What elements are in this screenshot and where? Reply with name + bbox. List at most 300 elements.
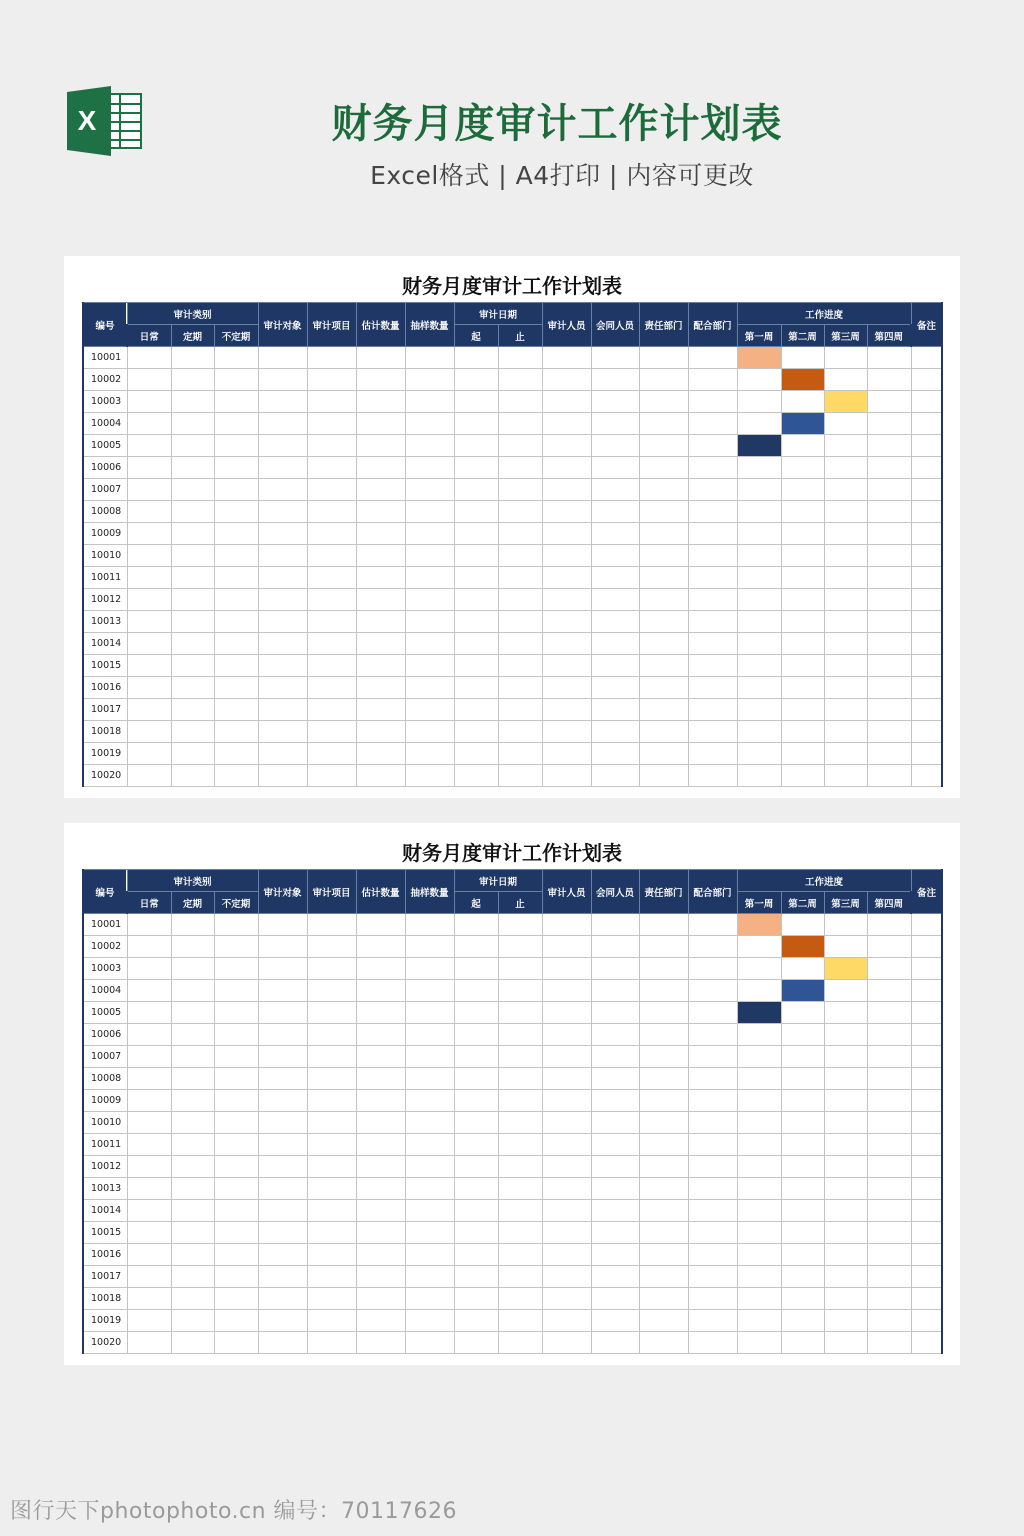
table-cell[interactable] (542, 1178, 591, 1200)
table-cell[interactable] (737, 1068, 781, 1090)
table-cell[interactable] (781, 1310, 824, 1332)
table-cell[interactable] (867, 1112, 911, 1134)
table-cell[interactable] (258, 479, 307, 501)
table-cell[interactable] (214, 1134, 258, 1156)
table-cell[interactable] (737, 1244, 781, 1266)
table-cell[interactable] (356, 1178, 405, 1200)
progress-bar-cell[interactable] (737, 914, 781, 936)
table-cell[interactable] (356, 589, 405, 611)
table-cell[interactable] (542, 1134, 591, 1156)
table-cell[interactable] (258, 611, 307, 633)
table-cell[interactable] (591, 1200, 639, 1222)
table-cell[interactable] (867, 1332, 911, 1354)
table-cell[interactable] (781, 1200, 824, 1222)
table-cell[interactable] (639, 1222, 688, 1244)
table-cell[interactable] (405, 611, 454, 633)
table-cell[interactable] (356, 633, 405, 655)
table-cell[interactable] (737, 1090, 781, 1112)
row-id-cell[interactable]: 10014 (83, 1200, 127, 1222)
table-cell[interactable] (737, 1310, 781, 1332)
table-cell[interactable] (454, 611, 498, 633)
remark-cell[interactable] (911, 369, 942, 391)
table-cell[interactable] (171, 721, 214, 743)
table-cell[interactable] (127, 1332, 171, 1354)
table-cell[interactable] (498, 1068, 542, 1090)
table-cell[interactable] (171, 435, 214, 457)
row-id-cell[interactable]: 10005 (83, 435, 127, 457)
remark-cell[interactable] (911, 1310, 942, 1332)
table-cell[interactable] (171, 523, 214, 545)
table-cell[interactable] (214, 1200, 258, 1222)
table-cell[interactable] (867, 1200, 911, 1222)
table-cell[interactable] (639, 655, 688, 677)
remark-cell[interactable] (911, 1090, 942, 1112)
table-cell[interactable] (454, 1222, 498, 1244)
table-cell[interactable] (591, 479, 639, 501)
table-cell[interactable] (688, 347, 737, 369)
table-cell[interactable] (127, 1046, 171, 1068)
table-cell[interactable] (307, 1090, 356, 1112)
table-cell[interactable] (781, 1178, 824, 1200)
table-cell[interactable] (405, 677, 454, 699)
table-cell[interactable] (591, 699, 639, 721)
table-cell[interactable] (214, 1244, 258, 1266)
table-cell[interactable] (405, 391, 454, 413)
progress-bar-cell[interactable] (781, 936, 824, 958)
table-cell[interactable] (824, 1310, 867, 1332)
row-id-cell[interactable]: 10019 (83, 1310, 127, 1332)
table-cell[interactable] (171, 479, 214, 501)
table-cell[interactable] (171, 1024, 214, 1046)
table-cell[interactable] (405, 1332, 454, 1354)
table-cell[interactable] (498, 1200, 542, 1222)
table-cell[interactable] (171, 1266, 214, 1288)
table-cell[interactable] (307, 980, 356, 1002)
table-cell[interactable] (737, 936, 781, 958)
table-cell[interactable] (454, 958, 498, 980)
table-cell[interactable] (542, 699, 591, 721)
table-cell[interactable] (737, 1046, 781, 1068)
table-cell[interactable] (639, 1178, 688, 1200)
table-cell[interactable] (688, 1244, 737, 1266)
table-cell[interactable] (639, 1244, 688, 1266)
table-cell[interactable] (639, 479, 688, 501)
table-cell[interactable] (214, 1024, 258, 1046)
table-cell[interactable] (639, 413, 688, 435)
table-cell[interactable] (688, 589, 737, 611)
table-cell[interactable] (258, 1156, 307, 1178)
table-cell[interactable] (454, 1024, 498, 1046)
remark-cell[interactable] (911, 655, 942, 677)
progress-bar-cell[interactable] (781, 369, 824, 391)
remark-cell[interactable] (911, 1068, 942, 1090)
table-cell[interactable] (171, 980, 214, 1002)
table-cell[interactable] (498, 1178, 542, 1200)
table-cell[interactable] (127, 391, 171, 413)
table-cell[interactable] (171, 633, 214, 655)
table-cell[interactable] (867, 633, 911, 655)
table-cell[interactable] (307, 1156, 356, 1178)
table-cell[interactable] (542, 1046, 591, 1068)
table-cell[interactable] (781, 699, 824, 721)
table-cell[interactable] (356, 413, 405, 435)
table-cell[interactable] (737, 655, 781, 677)
table-cell[interactable] (591, 391, 639, 413)
table-cell[interactable] (781, 501, 824, 523)
table-cell[interactable] (737, 457, 781, 479)
table-cell[interactable] (688, 1112, 737, 1134)
table-cell[interactable] (258, 1266, 307, 1288)
table-cell[interactable] (498, 391, 542, 413)
table-cell[interactable] (867, 980, 911, 1002)
table-cell[interactable] (171, 1068, 214, 1090)
table-cell[interactable] (171, 413, 214, 435)
row-id-cell[interactable]: 10009 (83, 523, 127, 545)
table-cell[interactable] (781, 523, 824, 545)
table-cell[interactable] (356, 1288, 405, 1310)
remark-cell[interactable] (911, 479, 942, 501)
table-cell[interactable] (454, 1068, 498, 1090)
table-cell[interactable] (781, 1156, 824, 1178)
progress-bar-cell[interactable] (737, 347, 781, 369)
table-cell[interactable] (824, 413, 867, 435)
table-cell[interactable] (639, 1156, 688, 1178)
table-cell[interactable] (258, 501, 307, 523)
table-cell[interactable] (867, 699, 911, 721)
table-cell[interactable] (542, 479, 591, 501)
table-cell[interactable] (258, 1002, 307, 1024)
table-cell[interactable] (356, 1068, 405, 1090)
table-cell[interactable] (214, 545, 258, 567)
table-cell[interactable] (127, 721, 171, 743)
table-cell[interactable] (356, 655, 405, 677)
table-cell[interactable] (356, 1222, 405, 1244)
table-cell[interactable] (867, 765, 911, 787)
table-cell[interactable] (307, 1222, 356, 1244)
table-cell[interactable] (405, 743, 454, 765)
remark-cell[interactable] (911, 611, 942, 633)
table-cell[interactable] (781, 958, 824, 980)
table-cell[interactable] (258, 677, 307, 699)
table-cell[interactable] (214, 457, 258, 479)
table-cell[interactable] (356, 1310, 405, 1332)
table-cell[interactable] (307, 1112, 356, 1134)
table-cell[interactable] (639, 1134, 688, 1156)
row-id-cell[interactable]: 10006 (83, 457, 127, 479)
table-cell[interactable] (737, 765, 781, 787)
row-id-cell[interactable]: 10001 (83, 347, 127, 369)
table-cell[interactable] (307, 1288, 356, 1310)
table-cell[interactable] (498, 1222, 542, 1244)
table-cell[interactable] (171, 1332, 214, 1354)
table-cell[interactable] (737, 1112, 781, 1134)
remark-cell[interactable] (911, 347, 942, 369)
table-cell[interactable] (498, 914, 542, 936)
table-cell[interactable] (307, 501, 356, 523)
table-cell[interactable] (737, 545, 781, 567)
table-cell[interactable] (867, 743, 911, 765)
table-cell[interactable] (542, 1024, 591, 1046)
table-cell[interactable] (591, 1288, 639, 1310)
table-cell[interactable] (591, 545, 639, 567)
table-cell[interactable] (405, 1002, 454, 1024)
table-cell[interactable] (781, 589, 824, 611)
remark-cell[interactable] (911, 1266, 942, 1288)
table-cell[interactable] (214, 1068, 258, 1090)
table-cell[interactable] (454, 523, 498, 545)
row-id-cell[interactable]: 10017 (83, 699, 127, 721)
table-cell[interactable] (737, 1332, 781, 1354)
remark-cell[interactable] (911, 1046, 942, 1068)
progress-bar-cell[interactable] (824, 958, 867, 980)
table-cell[interactable] (214, 479, 258, 501)
table-cell[interactable] (405, 1200, 454, 1222)
table-cell[interactable] (171, 1310, 214, 1332)
table-cell[interactable] (867, 501, 911, 523)
table-cell[interactable] (737, 1178, 781, 1200)
table-cell[interactable] (454, 1244, 498, 1266)
table-cell[interactable] (454, 1134, 498, 1156)
table-cell[interactable] (688, 1266, 737, 1288)
table-cell[interactable] (824, 435, 867, 457)
row-id-cell[interactable]: 10002 (83, 369, 127, 391)
table-cell[interactable] (639, 457, 688, 479)
table-cell[interactable] (214, 765, 258, 787)
table-cell[interactable] (258, 545, 307, 567)
table-cell[interactable] (688, 1134, 737, 1156)
table-cell[interactable] (591, 567, 639, 589)
row-id-cell[interactable]: 10003 (83, 958, 127, 980)
table-cell[interactable] (867, 1134, 911, 1156)
table-cell[interactable] (356, 347, 405, 369)
table-cell[interactable] (688, 936, 737, 958)
table-cell[interactable] (454, 743, 498, 765)
table-cell[interactable] (258, 914, 307, 936)
table-cell[interactable] (258, 1112, 307, 1134)
table-cell[interactable] (824, 1244, 867, 1266)
table-cell[interactable] (688, 677, 737, 699)
table-cell[interactable] (737, 501, 781, 523)
table-cell[interactable] (867, 413, 911, 435)
table-cell[interactable] (356, 1266, 405, 1288)
row-id-cell[interactable]: 10011 (83, 567, 127, 589)
table-cell[interactable] (127, 369, 171, 391)
table-cell[interactable] (258, 1222, 307, 1244)
table-cell[interactable] (405, 501, 454, 523)
table-cell[interactable] (356, 1046, 405, 1068)
table-cell[interactable] (307, 479, 356, 501)
table-cell[interactable] (542, 936, 591, 958)
table-cell[interactable] (639, 914, 688, 936)
table-cell[interactable] (824, 1024, 867, 1046)
table-cell[interactable] (542, 743, 591, 765)
table-cell[interactable] (258, 1090, 307, 1112)
table-cell[interactable] (591, 501, 639, 523)
table-cell[interactable] (258, 435, 307, 457)
table-cell[interactable] (542, 1200, 591, 1222)
table-cell[interactable] (356, 545, 405, 567)
table-cell[interactable] (737, 479, 781, 501)
table-cell[interactable] (405, 1024, 454, 1046)
table-cell[interactable] (688, 1288, 737, 1310)
table-cell[interactable] (356, 369, 405, 391)
table-cell[interactable] (498, 1332, 542, 1354)
table-cell[interactable] (214, 699, 258, 721)
table-cell[interactable] (824, 980, 867, 1002)
remark-cell[interactable] (911, 721, 942, 743)
table-cell[interactable] (454, 501, 498, 523)
table-cell[interactable] (781, 1068, 824, 1090)
table-cell[interactable] (171, 457, 214, 479)
row-id-cell[interactable]: 10013 (83, 1178, 127, 1200)
table-cell[interactable] (214, 589, 258, 611)
table-cell[interactable] (356, 980, 405, 1002)
table-cell[interactable] (591, 1090, 639, 1112)
row-id-cell[interactable]: 10002 (83, 936, 127, 958)
table-cell[interactable] (591, 1002, 639, 1024)
table-cell[interactable] (824, 1222, 867, 1244)
table-cell[interactable] (258, 391, 307, 413)
table-cell[interactable] (127, 501, 171, 523)
table-cell[interactable] (591, 1178, 639, 1200)
remark-cell[interactable] (911, 545, 942, 567)
table-cell[interactable] (405, 699, 454, 721)
row-id-cell[interactable]: 10007 (83, 1046, 127, 1068)
row-id-cell[interactable]: 10006 (83, 1024, 127, 1046)
table-cell[interactable] (258, 413, 307, 435)
table-cell[interactable] (591, 369, 639, 391)
table-cell[interactable] (639, 721, 688, 743)
table-cell[interactable] (127, 1178, 171, 1200)
table-cell[interactable] (307, 721, 356, 743)
table-cell[interactable] (127, 743, 171, 765)
table-cell[interactable] (258, 1046, 307, 1068)
table-cell[interactable] (688, 914, 737, 936)
table-cell[interactable] (498, 936, 542, 958)
table-cell[interactable] (405, 435, 454, 457)
table-cell[interactable] (542, 391, 591, 413)
table-cell[interactable] (639, 958, 688, 980)
table-cell[interactable] (591, 980, 639, 1002)
table-cell[interactable] (356, 567, 405, 589)
table-cell[interactable] (307, 1178, 356, 1200)
table-cell[interactable] (688, 391, 737, 413)
table-cell[interactable] (171, 1112, 214, 1134)
table-cell[interactable] (214, 567, 258, 589)
table-cell[interactable] (214, 1332, 258, 1354)
table-cell[interactable] (591, 457, 639, 479)
table-cell[interactable] (258, 1134, 307, 1156)
table-cell[interactable] (258, 1068, 307, 1090)
table-cell[interactable] (307, 1024, 356, 1046)
table-cell[interactable] (688, 1068, 737, 1090)
table-cell[interactable] (405, 721, 454, 743)
table-cell[interactable] (542, 1002, 591, 1024)
remark-cell[interactable] (911, 1222, 942, 1244)
table-cell[interactable] (498, 765, 542, 787)
table-cell[interactable] (258, 347, 307, 369)
table-cell[interactable] (258, 523, 307, 545)
remark-cell[interactable] (911, 589, 942, 611)
table-cell[interactable] (737, 523, 781, 545)
table-cell[interactable] (781, 655, 824, 677)
table-cell[interactable] (127, 567, 171, 589)
table-cell[interactable] (498, 1288, 542, 1310)
table-cell[interactable] (824, 1332, 867, 1354)
table-cell[interactable] (405, 479, 454, 501)
table-cell[interactable] (127, 479, 171, 501)
table-cell[interactable] (688, 369, 737, 391)
table-cell[interactable] (688, 743, 737, 765)
table-cell[interactable] (356, 457, 405, 479)
table-cell[interactable] (171, 567, 214, 589)
table-cell[interactable] (171, 391, 214, 413)
table-cell[interactable] (542, 523, 591, 545)
table-cell[interactable] (356, 677, 405, 699)
table-cell[interactable] (171, 677, 214, 699)
table-cell[interactable] (307, 567, 356, 589)
table-cell[interactable] (307, 1046, 356, 1068)
remark-cell[interactable] (911, 1178, 942, 1200)
table-cell[interactable] (542, 677, 591, 699)
table-cell[interactable] (405, 1068, 454, 1090)
table-cell[interactable] (127, 1024, 171, 1046)
remark-cell[interactable] (911, 1288, 942, 1310)
table-cell[interactable] (688, 435, 737, 457)
table-cell[interactable] (824, 479, 867, 501)
table-cell[interactable] (356, 435, 405, 457)
table-cell[interactable] (307, 765, 356, 787)
table-cell[interactable] (781, 1090, 824, 1112)
table-cell[interactable] (258, 958, 307, 980)
table-cell[interactable] (127, 1288, 171, 1310)
row-id-cell[interactable]: 10018 (83, 1288, 127, 1310)
table-cell[interactable] (498, 721, 542, 743)
table-cell[interactable] (542, 914, 591, 936)
table-cell[interactable] (405, 765, 454, 787)
table-cell[interactable] (591, 347, 639, 369)
table-cell[interactable] (214, 1310, 258, 1332)
table-cell[interactable] (737, 743, 781, 765)
table-cell[interactable] (307, 936, 356, 958)
table-cell[interactable] (405, 914, 454, 936)
table-cell[interactable] (824, 369, 867, 391)
table-cell[interactable] (781, 1134, 824, 1156)
table-cell[interactable] (258, 457, 307, 479)
progress-bar-cell[interactable] (737, 435, 781, 457)
table-cell[interactable] (781, 721, 824, 743)
table-cell[interactable] (867, 1156, 911, 1178)
table-cell[interactable] (867, 1222, 911, 1244)
table-cell[interactable] (307, 1244, 356, 1266)
table-cell[interactable] (258, 589, 307, 611)
table-cell[interactable] (591, 1266, 639, 1288)
table-cell[interactable] (498, 523, 542, 545)
table-cell[interactable] (307, 1134, 356, 1156)
table-cell[interactable] (639, 1310, 688, 1332)
table-cell[interactable] (405, 1222, 454, 1244)
table-cell[interactable] (639, 1112, 688, 1134)
table-cell[interactable] (688, 1024, 737, 1046)
table-cell[interactable] (356, 1112, 405, 1134)
table-cell[interactable] (737, 369, 781, 391)
table-cell[interactable] (307, 545, 356, 567)
table-cell[interactable] (737, 1222, 781, 1244)
row-id-cell[interactable]: 10010 (83, 545, 127, 567)
table-cell[interactable] (127, 1090, 171, 1112)
table-cell[interactable] (356, 743, 405, 765)
table-cell[interactable] (639, 936, 688, 958)
